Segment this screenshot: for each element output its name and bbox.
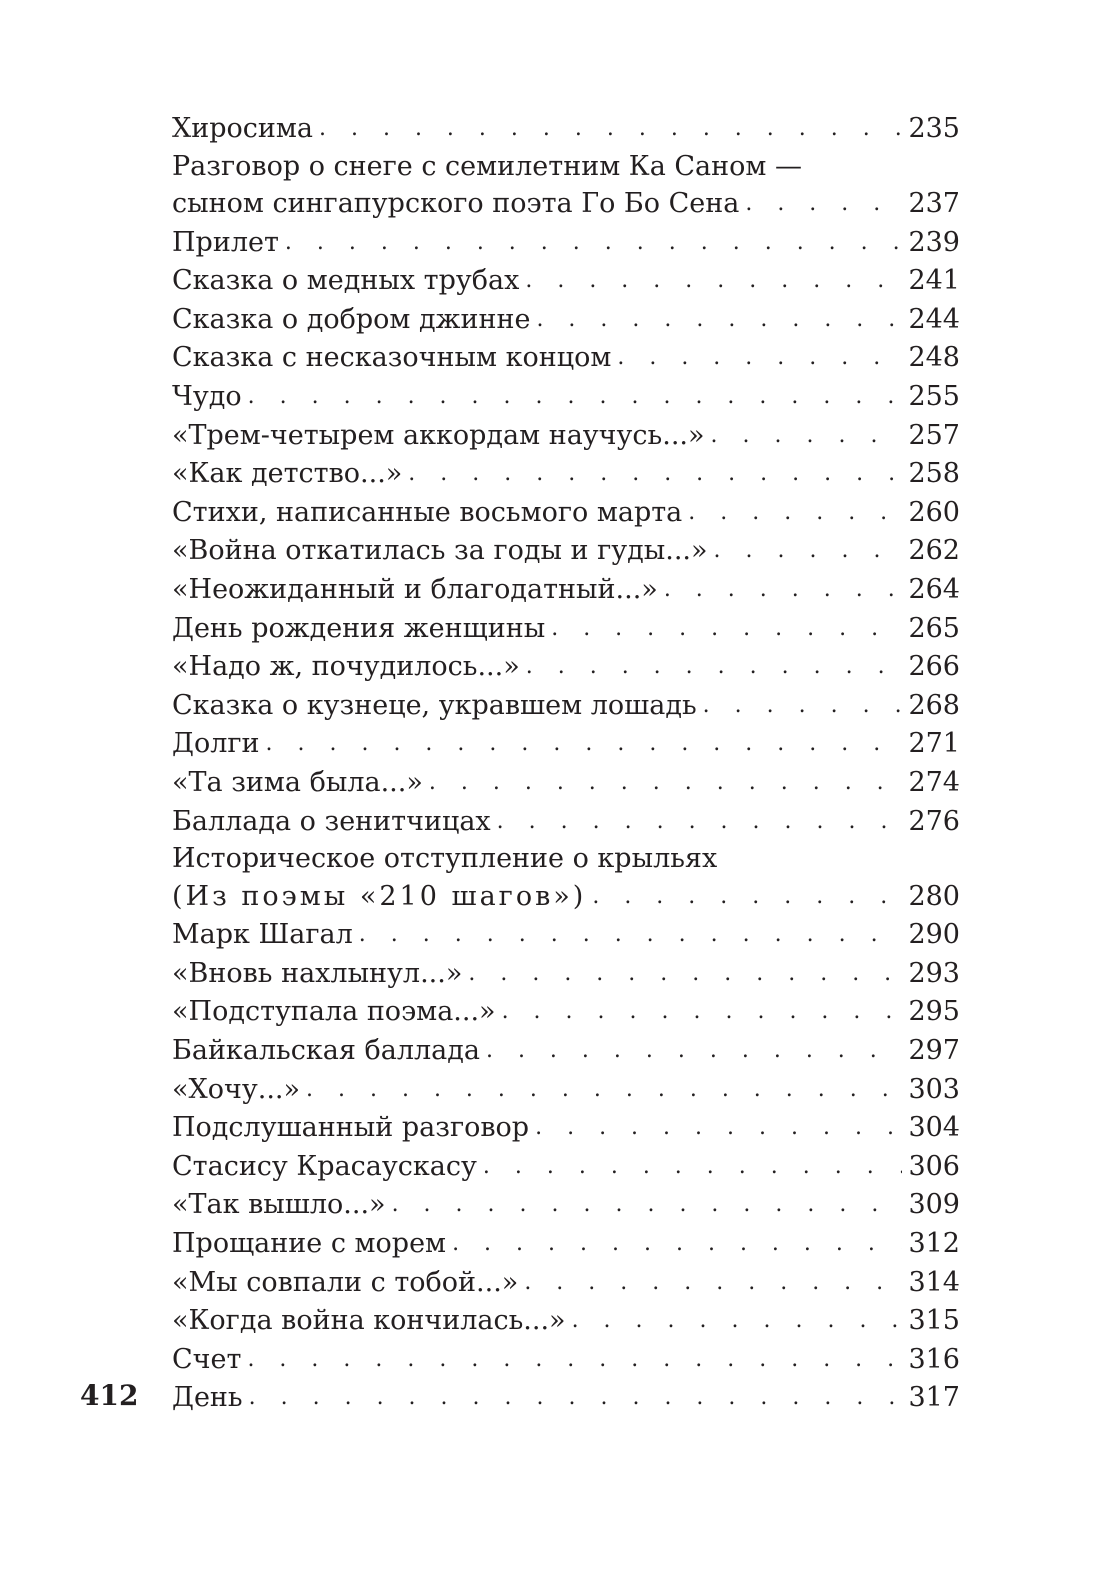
toc-entry — [172, 301, 960, 340]
entry-title: Разговор о снеге с семилетним Ка Саном — — [172, 150, 802, 182]
entry-title: Хиросима — [172, 113, 313, 144]
dot-leader — [617, 339, 902, 378]
dot-leader — [285, 224, 903, 263]
dot-leader — [468, 955, 902, 994]
entry-title: «Подступала поэма...» — [172, 996, 496, 1028]
entry-title: сыном сингапурского поэта Го Бо Сена — [172, 188, 740, 220]
table-of-contents — [172, 110, 960, 1418]
toc-entry — [172, 532, 960, 571]
toc-entry — [172, 1186, 960, 1225]
entry-page: 248 — [908, 342, 960, 374]
entry-title: (Из поэмы «210 шагов») — [172, 880, 587, 912]
dot-leader — [551, 610, 902, 649]
entry-page: 239 — [908, 226, 960, 258]
entry-page: 265 — [908, 612, 960, 644]
entry-title: Байкальская баллада — [172, 1035, 480, 1067]
dot-leader — [524, 1264, 902, 1303]
dot-leader — [535, 1109, 902, 1148]
dot-leader — [664, 571, 903, 610]
entry-page: 280 — [908, 880, 960, 912]
toc-entry — [172, 725, 960, 764]
toc-entry — [172, 149, 960, 186]
entry-title: Историческое отступление о крыльях — [172, 843, 718, 875]
entry-title: Марк Шагал — [172, 919, 353, 951]
entry-title: Сказка о кузнеце, укравшем лошадь — [172, 689, 697, 721]
dot-leader — [502, 993, 903, 1032]
dot-leader — [536, 301, 902, 340]
entry-page: 271 — [908, 728, 960, 760]
entry-page: 255 — [908, 381, 960, 413]
entry-page: 316 — [908, 1343, 960, 1375]
entry-title: «Вновь нахлынул...» — [172, 957, 463, 989]
entry-title: Стихи, написанные восьмого марта — [172, 496, 683, 528]
entry-title: Сказка о медных трубах — [172, 265, 520, 297]
entry-title: «Война откатилась за годы и гуды...» — [172, 535, 708, 567]
entry-title: «Надо ж, почудилось...» — [172, 651, 520, 683]
dot-leader — [247, 1341, 902, 1380]
dot-leader — [711, 417, 903, 456]
toc-entry — [172, 185, 960, 224]
dot-leader — [319, 110, 902, 149]
toc-entry — [172, 339, 960, 378]
dot-leader — [248, 378, 903, 417]
dot-leader — [486, 1032, 903, 1071]
entry-title: Подслушанный разговор — [172, 1112, 530, 1144]
toc-entry — [172, 841, 960, 878]
entry-page: 306 — [908, 1150, 960, 1182]
entry-title: «Так вышло...» — [172, 1189, 386, 1221]
toc-entry — [172, 1264, 960, 1303]
toc-entry — [172, 1032, 960, 1071]
entry-page: 276 — [908, 805, 960, 837]
dot-leader — [714, 532, 903, 571]
entry-page: 262 — [908, 535, 960, 567]
entry-page: 260 — [908, 496, 960, 528]
toc-entry — [172, 1109, 960, 1148]
entry-page: 274 — [908, 767, 960, 798]
toc-entry — [172, 224, 960, 263]
entry-page: 312 — [908, 1228, 960, 1260]
toc-entry — [172, 1225, 960, 1264]
entry-title: День — [172, 1382, 243, 1414]
dot-leader — [525, 262, 902, 301]
dot-leader — [688, 494, 902, 533]
dot-leader — [266, 725, 903, 764]
entry-page: 303 — [908, 1073, 960, 1105]
dot-leader — [483, 1148, 903, 1187]
toc-entry — [172, 955, 960, 994]
entry-page: 241 — [908, 265, 960, 297]
entry-page: 304 — [908, 1112, 960, 1144]
toc-entry — [172, 610, 960, 649]
dot-leader — [249, 1379, 903, 1418]
toc-entry — [172, 764, 960, 803]
dot-leader — [526, 648, 903, 687]
entry-title: «Трем-четырем аккордам научусь...» — [172, 419, 705, 451]
entry-page: 290 — [908, 919, 960, 951]
entry-page: 266 — [908, 651, 960, 683]
entry-page: 314 — [908, 1266, 960, 1298]
toc-entry — [172, 878, 960, 917]
entry-title: Прощание с морем — [172, 1228, 447, 1260]
dot-leader — [497, 803, 903, 842]
toc-entry — [172, 803, 960, 842]
entry-title: «Мы совпали с тобой...» — [172, 1266, 519, 1298]
entry-title: Долги — [172, 728, 260, 760]
entry-title: Чудо — [172, 381, 242, 413]
entry-page: 264 — [908, 574, 960, 606]
entry-title: Сказка о добром джинне — [172, 303, 531, 335]
toc-entry — [172, 1379, 960, 1418]
entry-page: 317 — [908, 1382, 960, 1414]
dot-leader — [306, 1071, 902, 1110]
toc-entry — [172, 494, 960, 533]
entry-title: Стасису Красаускасу — [172, 1150, 477, 1182]
dot-leader — [572, 1302, 903, 1341]
toc-entry — [172, 648, 960, 687]
entry-title: «Неожиданный и благодатный...» — [172, 574, 658, 606]
toc-entry — [172, 1302, 960, 1341]
dot-leader — [359, 916, 903, 955]
entry-title: Счет — [172, 1343, 242, 1375]
toc-entry — [172, 262, 960, 301]
entry-page: 244 — [908, 303, 960, 335]
toc-entry — [172, 110, 960, 149]
entry-page: 297 — [908, 1035, 960, 1067]
toc-entry — [172, 378, 960, 417]
dot-leader — [745, 185, 902, 224]
entry-title: «Когда война кончилась...» — [172, 1305, 566, 1337]
dot-leader — [429, 764, 903, 803]
entry-page: 257 — [908, 419, 960, 451]
entry-title: «Хочу...» — [172, 1073, 300, 1105]
page-number: 412 — [80, 1379, 139, 1412]
entry-page: 295 — [908, 996, 960, 1028]
entry-page: 258 — [908, 458, 960, 490]
entry-page: 237 — [908, 188, 960, 220]
entry-title: «Та зима была...» — [172, 767, 423, 798]
entry-title: Сказка с несказочным концом — [172, 342, 612, 374]
toc-entry — [172, 916, 960, 955]
entry-title: День рождения женщины — [172, 612, 546, 644]
dot-leader — [392, 1186, 903, 1225]
dot-leader — [452, 1225, 902, 1264]
entry-page: 315 — [908, 1305, 960, 1337]
entry-title: «Как детство...» — [172, 458, 403, 490]
toc-entry — [172, 1148, 960, 1187]
dot-leader — [408, 455, 902, 494]
entry-title: Баллада о зенитчицах — [172, 805, 491, 837]
toc-entry — [172, 993, 960, 1032]
toc-entry — [172, 687, 960, 726]
toc-entry — [172, 455, 960, 494]
dot-leader — [703, 687, 903, 726]
entry-page: 268 — [908, 689, 960, 721]
entry-title: Прилет — [172, 226, 279, 258]
toc-entry — [172, 417, 960, 456]
toc-entry — [172, 1341, 960, 1380]
entry-page: 293 — [908, 957, 960, 989]
entry-page: 235 — [908, 113, 960, 144]
toc-entry — [172, 1071, 960, 1110]
entry-page: 309 — [908, 1189, 960, 1221]
toc-entry — [172, 571, 960, 610]
dot-leader — [592, 878, 902, 917]
